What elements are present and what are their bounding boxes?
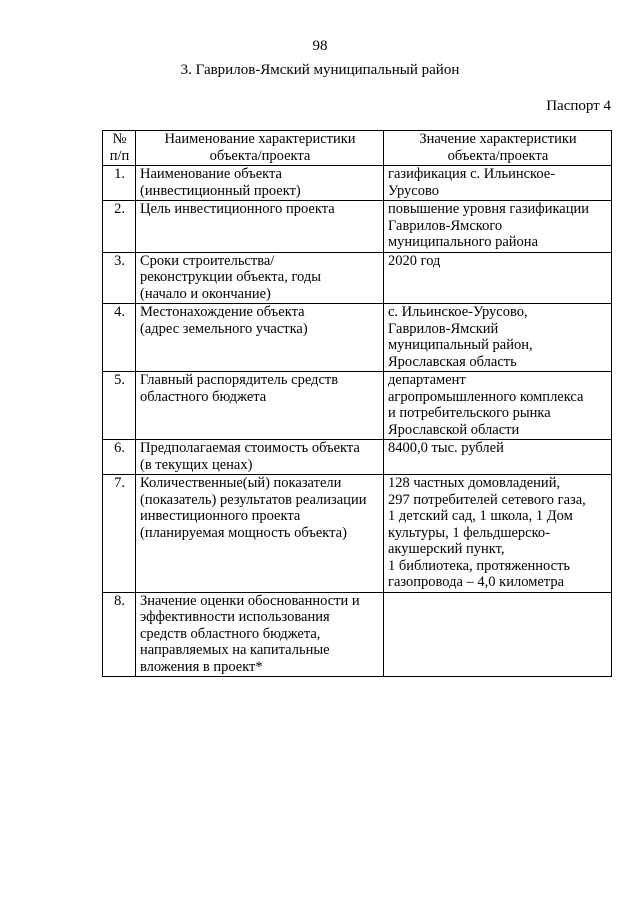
row-characteristic-value: 8400,0 тыс. рублей [384,440,612,475]
row-characteristic-name: Местонахождение объекта (адрес земельного участка) [136,304,384,372]
table-row [103,304,612,372]
row-characteristic-value: 128 частных домовладений, 297 потребителей сетевого газа, 1 детский сад, 1 школа, 1 Дом культуры, 1 фельдшерско- акушерский пункт, 1 библиотека, протяженность газопровода – 4,0 километра [384,475,612,593]
table-row [103,372,612,440]
row-characteristic-value: повышение уровня газификации Гаврилов-Ямского муниципального района [384,201,612,253]
header-number: № п/п [103,131,136,166]
row-characteristic-value: департамент агропромышленного комплекса и потребительского рынка Ярославской области [384,372,612,440]
row-characteristic-name: Количественные(ый) показатели (показатель) результатов реализации инвестиционного проекта (планируемая мощность объекта) [136,475,384,593]
row-number: 8. [103,592,136,677]
row-characteristic-value: газификация с. Ильинское- Урусово [384,166,612,201]
row-number: 2. [103,201,136,253]
row-characteristic-name: Сроки строительства/ реконструкции объекта, годы (начало и окончание) [136,252,384,304]
table-row [103,252,612,304]
passport-label: Паспорт 4 [546,98,611,114]
row-number: 5. [103,372,136,440]
row-number: 1. [103,166,136,201]
passport-table [102,130,612,677]
row-characteristic-value: 2020 год [384,252,612,304]
row-number: 7. [103,475,136,593]
row-characteristic-name: Значение оценки обоснованности и эффективности использования средств областного бюджета, направляемых на капитальные вложения в проект* [136,592,384,677]
row-number: 3. [103,252,136,304]
row-characteristic-name: Главный распорядитель средств областного бюджета [136,372,384,440]
page-number: 98 [312,38,328,54]
header-characteristic-value: Значение характеристики объекта/проекта [384,131,612,166]
row-number: 6. [103,440,136,475]
table-row [103,475,612,593]
table-row [103,166,612,201]
row-characteristic-name: Предполагаемая стоимость объекта (в текущих ценах) [136,440,384,475]
row-characteristic-name: Цель инвестиционного проекта [136,201,384,253]
table-row [103,592,612,677]
header-characteristic-name: Наименование характеристики объекта/проекта [136,131,384,166]
row-characteristic-name: Наименование объекта (инвестиционный проект) [136,166,384,201]
table-row [103,440,612,475]
section-title: 3. Гаврилов-Ямский муниципальный район [180,62,460,78]
table-row [103,201,612,253]
row-number: 4. [103,304,136,372]
row-characteristic-value: с. Ильинское-Урусово, Гаврилов-Ямский муниципальный район, Ярославская область [384,304,612,372]
table-header-row [103,131,612,166]
row-characteristic-value [384,592,612,677]
